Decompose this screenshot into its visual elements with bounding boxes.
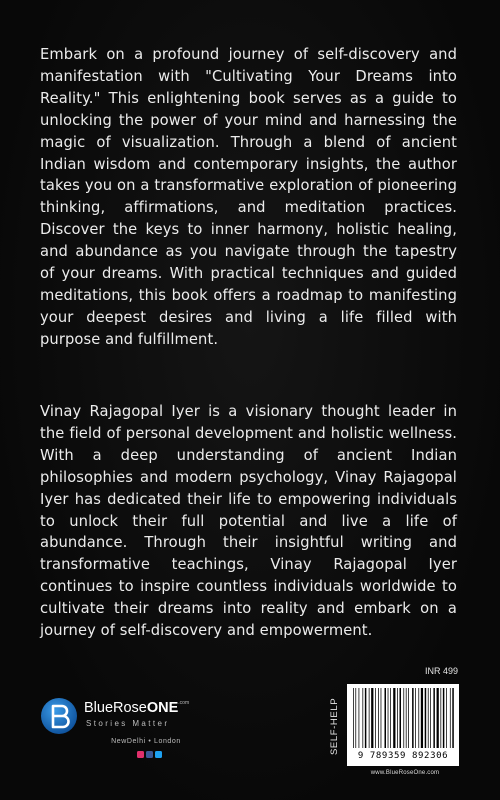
publisher-name bbox=[84, 700, 189, 716]
barcode-bar bbox=[452, 688, 454, 748]
instagram-icon bbox=[137, 751, 144, 758]
publisher-website: www.BlueRoseOne.com bbox=[370, 770, 440, 776]
barcode-bar bbox=[446, 688, 447, 748]
publisher-name-accent: ONE bbox=[146, 700, 179, 716]
barcode-bar bbox=[385, 688, 387, 748]
barcode-bar bbox=[353, 688, 354, 748]
barcode-bar bbox=[381, 688, 382, 748]
barcode-bar bbox=[421, 688, 423, 748]
barcode-bar bbox=[443, 688, 445, 748]
barcode-bar bbox=[362, 688, 363, 748]
barcode-bar bbox=[415, 688, 416, 748]
barcode-bar bbox=[450, 688, 451, 748]
barcode-bar bbox=[378, 688, 379, 748]
barcode-bar bbox=[437, 688, 439, 748]
barcode-bar bbox=[365, 688, 367, 748]
barcode-bar bbox=[355, 688, 356, 748]
barcode-bar bbox=[408, 688, 409, 748]
publisher-name-primary: BlueRose bbox=[84, 700, 147, 716]
barcode-bar bbox=[430, 688, 431, 748]
barcode-bar bbox=[440, 688, 441, 748]
barcode-bar bbox=[433, 688, 435, 748]
publisher-cities: NewDelhi • London bbox=[111, 738, 181, 745]
barcode-bar bbox=[425, 688, 427, 748]
publisher-name-suffix: .com bbox=[178, 700, 190, 706]
barcode-bars bbox=[347, 684, 459, 752]
twitter-icon bbox=[155, 751, 162, 758]
category-label: SELF-HELP bbox=[329, 697, 340, 755]
barcode-bar bbox=[393, 688, 395, 748]
barcode-bar bbox=[388, 688, 389, 748]
barcode-bar bbox=[412, 688, 414, 748]
book-blurb: Embark on a profound journey of self-discovery and manifestation with "Cultivating Your Dreams into Reality." This enlightening book serves as a guide to unlocking the power of your mind and harnessing the magic of visualization. Through a blend of ancient Indian wisdom and contemporary insights, the author takes you on a transformative exploration of pioneering thinking, affirmations, and meditation practices. Discover the keys to inner harmony, holistic healing, and abundance as you navigate through the tapestry of your dreams. With practical techniques and guided meditations, this book offers a roadmap to manifesting your deepest desires and living a life filled with purpose and fulfillment. bbox=[40, 46, 457, 348]
publisher-tagline: Stories Matter bbox=[86, 719, 170, 728]
barcode-bar bbox=[397, 688, 398, 748]
barcode-bar bbox=[375, 688, 376, 748]
social-icons bbox=[137, 751, 162, 759]
barcode-bar bbox=[400, 688, 402, 748]
barcode-bar bbox=[371, 688, 373, 748]
publisher-logo bbox=[40, 697, 240, 767]
barcode-bar bbox=[359, 688, 360, 748]
facebook-icon bbox=[146, 751, 153, 758]
author-bio: Vinay Rajagopal Iyer is a visionary thought leader in the field of personal development and holistic wellness. With a deep understanding of ancient Indian philosophies and modern psychology, Vinay Rajagopal Iyer has dedicated their life to empowering individuals to unlock their full potential and live a life of abundance. Through their insightful writing and transformative teachings, Vinay Rajagopal Iyer continues to inspire countless individuals worldwide to cultivate their dreams into reality and embark on a journey of self-discovery and empowerment. bbox=[40, 403, 457, 640]
price-label: INR 499 bbox=[425, 666, 459, 676]
barcode-bar bbox=[369, 688, 370, 748]
barcode-bar bbox=[406, 688, 407, 748]
barcode-bar bbox=[403, 688, 404, 748]
isbn-barcode bbox=[347, 684, 459, 766]
bluerose-b-logo-icon bbox=[40, 697, 78, 735]
barcode-bar bbox=[418, 688, 419, 748]
isbn-number: 9 789359 892306 bbox=[357, 751, 449, 761]
barcode-bar bbox=[390, 688, 391, 748]
barcode-bar bbox=[428, 688, 429, 748]
